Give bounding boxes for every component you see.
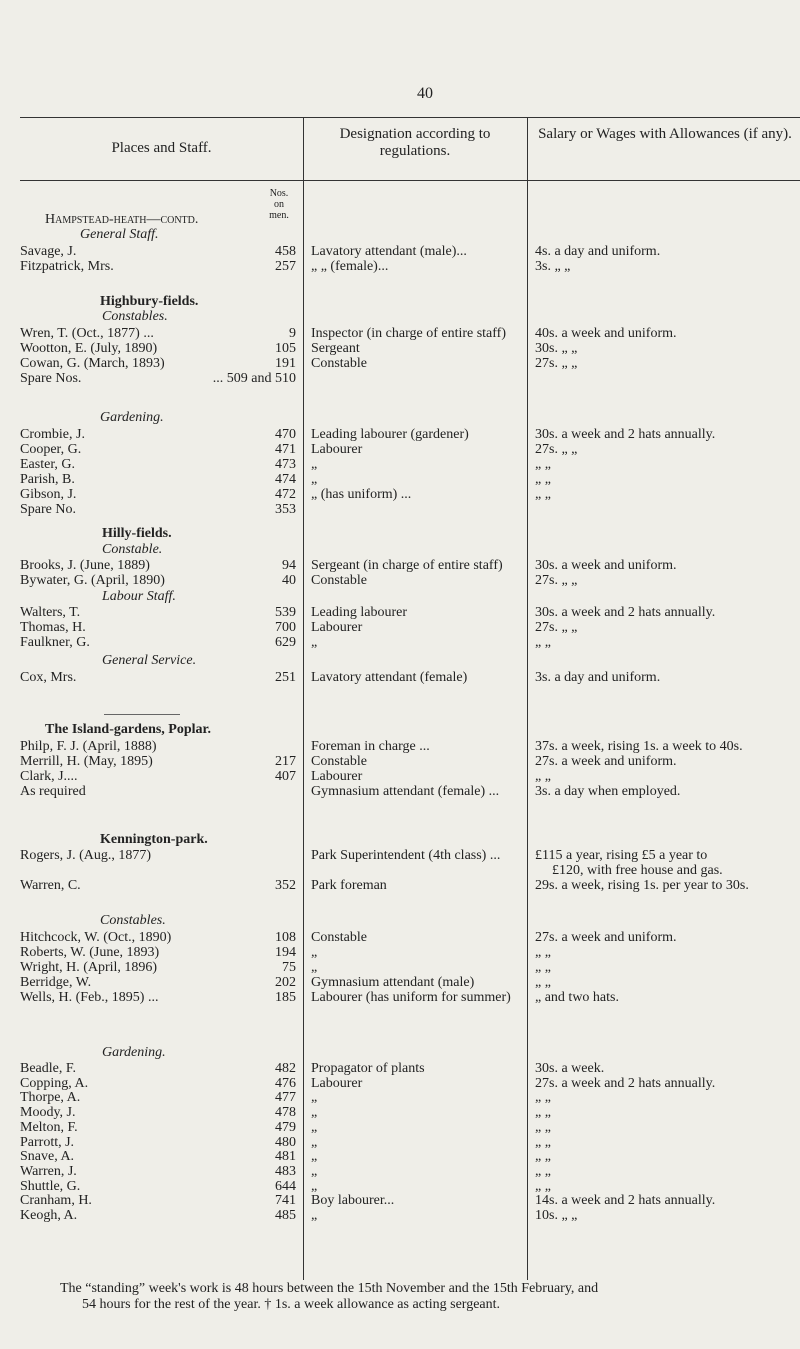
row-salary: „ „ xyxy=(535,1178,551,1194)
row-number: 202 xyxy=(275,975,296,990)
row-salary: 10s. „ „ xyxy=(535,1208,578,1223)
row-name: Warren, J. xyxy=(20,1163,77,1179)
row-number: 472 xyxy=(275,487,296,502)
row-name: Wright, H. (April, 1896) xyxy=(20,960,158,975)
row-number: 9 xyxy=(289,326,296,341)
row-designation: „ xyxy=(311,1119,318,1135)
section-title-hampstead: Hampstead-heath—contd. xyxy=(45,212,199,227)
row-salary: 37s. a week, rising 1s. a week to 40s. xyxy=(535,739,743,754)
section-title-island: The Island-gardens, Poplar. xyxy=(45,722,211,737)
row-name: Parrott, J. xyxy=(20,1134,75,1150)
row-designation: Constable xyxy=(311,356,367,371)
row-name: Hitchcock, W. (Oct., 1890) xyxy=(20,930,172,945)
subsection-constable: Constable. xyxy=(102,542,163,557)
row-number: 40 xyxy=(282,573,296,588)
row-designation: „ xyxy=(311,635,318,650)
row-designation: Foreman in charge ... xyxy=(311,739,430,754)
row-designation: „ xyxy=(311,1149,318,1165)
row-name: Philp, F. J. (April, 1888) xyxy=(20,739,157,754)
row-designation: Constable xyxy=(311,754,367,769)
row-number: 185 xyxy=(275,990,296,1005)
row-salary: „ „ xyxy=(535,1090,551,1106)
row-name: Snave, A. xyxy=(20,1149,75,1165)
row-salary: „ „ xyxy=(535,945,551,960)
row-designation: Sergeant (in charge of entire staff) xyxy=(311,558,503,573)
row-number: 481 xyxy=(275,1149,296,1165)
row-designation: Constable xyxy=(311,930,367,945)
row-number: 476 xyxy=(275,1075,296,1091)
section-title-hilly: Hilly-fields. xyxy=(102,526,172,541)
row-number: 217 xyxy=(275,754,296,769)
row-name: Moody, J. xyxy=(20,1105,76,1121)
row-salary: 3s. a day and uniform. xyxy=(535,670,661,685)
row-number: 105 xyxy=(275,341,296,356)
row-designation: Labourer xyxy=(311,1075,363,1091)
row-salary: „ „ xyxy=(535,1149,551,1165)
row-number: 700 xyxy=(275,620,296,635)
row-name: Beadle, F. xyxy=(20,1061,77,1076)
row-number: 629 xyxy=(275,635,296,650)
row-salary: „ „ xyxy=(535,472,551,487)
row-number: 108 xyxy=(275,930,296,945)
row-number: 194 xyxy=(275,945,296,960)
row-designation: Labourer xyxy=(311,769,363,784)
footnote-line-2: 54 hours for the rest of the year. † 1s. a week allowance as acting sergeant. xyxy=(82,1297,501,1312)
column-divider-2 xyxy=(527,117,528,1280)
row-name: Parish, B. xyxy=(20,472,75,487)
row-salary: 3s. a day when employed. xyxy=(535,784,681,799)
row-salary: 30s. a week and 2 hats annually. xyxy=(535,605,716,620)
row-name: Walters, T. xyxy=(20,605,81,620)
subsection-constables: Constables. xyxy=(102,309,168,324)
row-name: Shuttle, G. xyxy=(20,1178,81,1194)
row-number: 94 xyxy=(282,558,296,573)
row-salary: 30s. „ „ xyxy=(535,341,578,356)
row-number: 482 xyxy=(275,1061,296,1076)
row-designation: Gymnasium attendant (male) xyxy=(311,975,475,990)
row-designation: Labourer (has uniform for summer) xyxy=(311,990,511,1005)
header-designation: Designation according to regulations. xyxy=(339,126,491,159)
row-designation: Leading labourer xyxy=(311,605,408,620)
row-designation: Leading labourer (gardener) xyxy=(311,427,469,442)
row-salary: „ „ xyxy=(535,457,551,472)
row-number: 470 xyxy=(275,427,296,442)
row-number: 352 xyxy=(275,878,296,893)
row-designation: Labourer xyxy=(311,442,363,457)
row-name: Rogers, J. (Aug., 1877) xyxy=(20,848,152,863)
row-designation: „ „ (female)... xyxy=(311,259,389,274)
row-name: As required xyxy=(20,784,86,799)
row-salary: 27s. a week and uniform. xyxy=(535,754,677,769)
row-salary: 29s. a week, rising 1s. per year to 30s. xyxy=(535,878,749,893)
row-designation: Park Superintendent (4th class) ... xyxy=(311,848,501,863)
row-salary: „ and two hats. xyxy=(535,990,619,1005)
row-salary: „ „ xyxy=(535,487,551,502)
row-name: Bywater, G. (April, 1890) xyxy=(20,573,165,588)
row-name: Warren, C. xyxy=(20,878,81,893)
row-salary: 27s. a week and uniform. xyxy=(535,930,677,945)
row-name: Wells, H. (Feb., 1895) ... xyxy=(20,990,159,1005)
row-number: 471 xyxy=(275,442,296,457)
row-designation: „ xyxy=(311,457,318,472)
row-salary: 27s. a week and 2 hats annually. xyxy=(535,1075,716,1091)
row-name: Keogh, A. xyxy=(20,1208,78,1223)
row-designation: Park foreman xyxy=(311,878,387,893)
row-salary: £115 a year, rising £5 a year to xyxy=(535,848,708,863)
row-number: 741 xyxy=(275,1193,296,1209)
row-name: Easter, G. xyxy=(20,457,76,472)
row-number: 257 xyxy=(275,259,296,274)
row-name: Cooper, G. xyxy=(20,442,82,457)
subsection-gardening: Gardening. xyxy=(100,410,164,425)
row-salary: 27s. „ „ xyxy=(535,442,578,457)
row-name: Savage, J. xyxy=(20,244,77,259)
row-number: 480 xyxy=(275,1134,296,1150)
row-designation: „ xyxy=(311,1163,318,1179)
row-salary: 30s. a week and 2 hats annually. xyxy=(535,427,716,442)
row-designation: Labourer xyxy=(311,620,363,635)
row-salary: 27s. „ „ xyxy=(535,620,578,635)
row-name: Spare Nos. xyxy=(20,371,82,386)
row-number: 75 xyxy=(282,960,296,975)
row-name: Faulkner, G. xyxy=(20,635,90,650)
row-salary-continued: £120, with free house and gas. xyxy=(552,863,723,878)
row-name: Spare No. xyxy=(20,502,76,517)
row-salary: „ „ xyxy=(535,1163,551,1179)
row-salary: 3s. „ „ xyxy=(535,259,571,274)
row-salary: „ „ xyxy=(535,975,551,990)
row-designation: „ (has uniform) ... xyxy=(311,487,412,502)
row-salary: „ „ xyxy=(535,1134,551,1150)
row-salary: „ „ xyxy=(535,960,551,975)
row-designation: Sergeant xyxy=(311,341,360,356)
row-salary: „ „ xyxy=(535,635,551,650)
subsection-labour-staff: Labour Staff. xyxy=(102,589,176,604)
row-name: Gibson, J. xyxy=(20,487,77,502)
row-name: Wren, T. (Oct., 1877) ... xyxy=(20,326,154,341)
row-salary: „ „ xyxy=(535,1119,551,1135)
row-designation: „ xyxy=(311,1178,318,1194)
row-number: 458 xyxy=(275,244,296,259)
row-number: 473 xyxy=(275,457,296,472)
row-name: Berridge, W. xyxy=(20,975,92,990)
row-number: 485 xyxy=(275,1208,296,1223)
row-designation: „ xyxy=(311,945,318,960)
nos-label: Nos. on men. xyxy=(269,188,289,221)
row-salary: „ „ xyxy=(535,769,551,784)
row-salary: 30s. a week. xyxy=(535,1061,605,1076)
row-name: Clark, J.... xyxy=(20,769,78,784)
subsection-constables-kennington: Constables. xyxy=(100,913,166,928)
header-bottom-rule xyxy=(20,180,800,181)
row-number: 479 xyxy=(275,1119,296,1135)
row-name: Wootton, E. (July, 1890) xyxy=(20,341,158,356)
row-number: 251 xyxy=(275,670,296,685)
footnote-line-1: The “standing” week's work is 48 hours between the 15th November and the 15th February, and xyxy=(60,1281,599,1296)
row-designation: Constable xyxy=(311,573,367,588)
row-salary: 14s. a week and 2 hats annually. xyxy=(535,1193,716,1209)
row-salary: 27s. „ „ xyxy=(535,573,578,588)
row-designation: „ xyxy=(311,1208,318,1223)
column-divider-1 xyxy=(303,117,304,1280)
table-top-rule xyxy=(20,117,800,118)
row-number: 478 xyxy=(275,1105,296,1121)
row-name: Crombie, J. xyxy=(20,427,85,442)
header-places: Places and Staff. xyxy=(111,140,212,156)
row-designation: „ xyxy=(311,472,318,487)
row-designation: Lavatory attendant (male)... xyxy=(311,244,467,259)
row-number: 539 xyxy=(275,605,296,620)
row-designation: Boy labourer... xyxy=(311,1193,395,1209)
row-name: Cranham, H. xyxy=(20,1193,92,1209)
row-number: ... 509 and 510 xyxy=(212,371,296,386)
row-name: Melton, F. xyxy=(20,1119,78,1135)
row-name: Brooks, J. (June, 1889) xyxy=(20,558,150,573)
row-salary: 30s. a week and uniform. xyxy=(535,558,677,573)
row-salary: 4s. a day and uniform. xyxy=(535,244,661,259)
row-designation: „ xyxy=(311,1105,318,1121)
row-name: Cowan, G. (March, 1893) xyxy=(20,356,165,371)
row-designation: Inspector (in charge of entire staff) xyxy=(311,326,507,341)
row-designation: Gymnasium attendant (female) ... xyxy=(311,784,500,799)
subsection-general-service: General Service. xyxy=(102,653,197,668)
row-number: 191 xyxy=(275,356,296,371)
row-number: 644 xyxy=(275,1178,296,1194)
row-name: Cox, Mrs. xyxy=(20,670,77,685)
header-salary: Salary or Wages with Allowances (if any). xyxy=(538,126,792,142)
row-designation: „ xyxy=(311,1134,318,1150)
island-rule xyxy=(104,714,180,715)
row-name: Merrill, H. (May, 1895) xyxy=(20,754,153,769)
row-name: Roberts, W. (June, 1893) xyxy=(20,945,160,960)
row-designation: „ xyxy=(311,1090,318,1106)
row-number: 474 xyxy=(275,472,296,487)
row-number: 483 xyxy=(275,1163,296,1179)
page-number: 40 xyxy=(417,85,433,102)
row-name: Fitzpatrick, Mrs. xyxy=(20,259,114,274)
row-number: 353 xyxy=(275,502,296,517)
row-designation: Propagator of plants xyxy=(311,1061,425,1076)
row-designation: „ xyxy=(311,960,318,975)
row-name: Copping, A. xyxy=(20,1075,89,1091)
row-number: 407 xyxy=(275,769,296,784)
row-salary: 27s. „ „ xyxy=(535,356,578,371)
row-salary: 40s. a week and uniform. xyxy=(535,326,677,341)
row-designation: Lavatory attendant (female) xyxy=(311,670,468,685)
section-title-highbury: Highbury-fields. xyxy=(100,294,199,309)
section-title-kennington: Kennington-park. xyxy=(100,832,208,847)
subsection-gardening-kennington: Gardening. xyxy=(102,1045,166,1060)
subsection-general-staff: General Staff. xyxy=(80,227,159,242)
row-name: Thomas, H. xyxy=(20,620,86,635)
row-salary: „ „ xyxy=(535,1105,551,1121)
row-name: Thorpe, A. xyxy=(20,1090,81,1106)
row-number: 477 xyxy=(275,1090,296,1106)
